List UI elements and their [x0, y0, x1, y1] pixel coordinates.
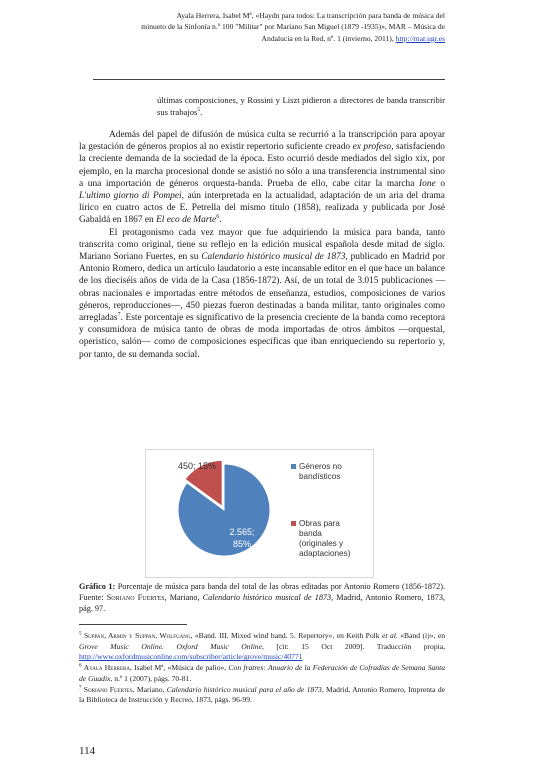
p1-italic-ione: Ione	[419, 178, 436, 189]
slice-label-no-banda-line1: 2.565;	[229, 527, 255, 537]
footnote-5-url-link[interactable]: http://www.oxfordmusiconline.com/subscriber/article/grove/music/40771	[79, 652, 303, 662]
caption-author: Soriano Fuertes	[106, 593, 165, 602]
footnote-5	[79, 631, 445, 663]
paragraph-2	[79, 227, 445, 361]
p2-text-b: , publicado en Madrid por Antonio Romero, dedica un artículo laudatorio a este incansable editor en el que hace un balance de los dieciséis años de vida de la Casa (1856-1872). Así, de un total de 3.015 publicaciones —obras nacionales e importadas entre métodos de enseñanza, estudios, composiciones de varios géneros, reproducciones—, 450 piezas fueron destinadas a banda militar, tanto originales como arregladas	[79, 252, 445, 324]
header-line-1: Ayala Herrera, Isabel Mª, «Haydn para todos: La transcripción para banda de música del	[176, 11, 445, 20]
footnote-ref-5[interactable]: 5	[197, 107, 201, 114]
caption-label: Gráfico 1:	[79, 582, 116, 591]
footnote-5-text-2: «Band (i)», en	[397, 631, 446, 640]
legend-no-banda-line1: Géneros no	[299, 462, 342, 471]
footnote-5-number: 5	[79, 631, 82, 637]
caption-title: Calendario histórico musical de 1873	[202, 593, 332, 602]
p2-text-a: El protagonismo cada vez mayor que fue adquiriendo la música para banda, tanto transcrita como original, tiene su reflejo en la edición musical española desde mitad de siglo. Mariano Soriano Fuertes, en su	[79, 227, 445, 263]
legend-banda-line3: (originales y	[299, 539, 344, 548]
footnote-rule	[79, 624, 187, 625]
footnote-6-number: 6	[79, 663, 82, 669]
p1-text-c: o	[435, 178, 446, 189]
header-rule	[93, 79, 445, 80]
footnote-5-source: Grove Music Online. Oxford Music Online,	[79, 641, 264, 651]
slice-label-banda: 450; 15%	[178, 461, 217, 471]
footnote-6	[79, 663, 445, 684]
slice-label-no-banda-line2: 85%	[232, 539, 252, 549]
p2-text-c: . Este porcentaje es significativo de la presencia creciente de la banda como receptora y consumidora de música tanto de obras de moda importadas de otros ámbitos —orquestal, operístico, salón— como de composiciones específicas que iban enriqueciendo su repertorio y, por tanto, de su demanda social.	[79, 313, 445, 360]
header-url-link[interactable]: http://mar.ugr.es	[395, 33, 445, 43]
footnote-5-text-1: , «Band. III. Mixed wind band. 5. Repertory», en Keith Polk	[190, 631, 383, 640]
footnote-7	[79, 685, 445, 706]
quote-text: últimas composiciones, y Rossini y Liszt pidieron a directores de banda transcribir sus trabajos	[157, 95, 445, 117]
footnotes	[79, 631, 445, 706]
legend-banda-line1: Obras para	[299, 519, 340, 528]
p1-text-e: .	[219, 215, 222, 226]
footnote-7-text-2: , Madrid, Antonio Romero, Imprenta de la Biblioteca de Instrucción y Recreo, 1873, págs. 96-99.	[79, 684, 445, 705]
legend-banda-line4: adaptaciones)	[299, 549, 351, 558]
caption-text-2: , Mariano,	[164, 593, 203, 602]
footnote-7-author: Soriano Fuertes	[83, 684, 133, 694]
header-line-3	[70, 33, 445, 44]
p1-text-a: Además del papel de difusión de música culta se recurrió a la transcripción para apoyar la gestación de géneros propios al no existir repertorio suficiente creado	[79, 130, 445, 153]
footnote-6-author: Ayala Herrera	[83, 663, 130, 673]
footnote-ref-6[interactable]: 6	[216, 214, 220, 221]
p2-italic-calendario: Calendario histórico musical de 1873	[201, 252, 346, 263]
footnote-ref-7[interactable]: 7	[117, 311, 121, 318]
footnote-7-source: Calendario histórico musical para el año de 1873	[166, 684, 322, 694]
footnote-7-number: 7	[79, 684, 82, 690]
p1-italic-pompei: L'ultimo giorno di Pompei	[79, 191, 182, 202]
running-header	[70, 10, 445, 44]
p1-text-b: , satisfaciendo la creciente demanda de la sociedad de la época. Esto ocurrió desde mediados del siglo xix, por ejemplo, en la marcha procesional donde se asistió no sólo a una transferencia instrumental sino a una importación de géneros orquesta-banda. Prueba de ello, cabe citar la marcha	[79, 142, 445, 189]
p1-text-d: , aún interpretada en la actualidad, adaptación de un aria del drama lírico en cuatro actos de E. Petrella del mismo título (1858), realizada y publicada por José Gabaldá en 1867 en	[79, 191, 445, 226]
legend-no-banda-line2: bandísticos	[299, 472, 341, 481]
caption-text-1: Porcentaje de música para banda del total de las obras editadas por Antonio Romero (1856-1872). Fuente:	[79, 582, 445, 602]
body-text	[79, 129, 445, 361]
legend-swatch-no-banda	[291, 464, 296, 469]
footnote-6-source: Con fratres: Anuario de la Federación de Cofradías de Semana Santa de Guadix	[79, 663, 445, 683]
legend-banda-line2: banda	[299, 529, 322, 538]
pie-chart	[146, 450, 373, 577]
pie-chart-frame	[145, 449, 374, 578]
legend-swatch-banda	[291, 521, 296, 526]
paragraph-1	[79, 129, 445, 227]
p1-italic-eco-de-marte: El eco de Marte	[156, 215, 217, 226]
footnote-5-etal: et al.	[382, 631, 398, 640]
page-number: 114	[79, 745, 96, 757]
p1-italic-ex-profeso: ex profeso	[352, 142, 392, 153]
header-line-2: minueto de la Sinfonía n.º 100 "Militar" por Mariano San Miguel (1879 -1935)», MAR – Música de	[141, 22, 445, 32]
footnote-5-text-3: [cit: 15 Oct 2009]. Traducción propia,	[263, 641, 446, 651]
caption-text-3: , Madrid, Antonio Romero, 1873, pág. 97.	[79, 593, 446, 613]
footnote-6-text-2: , n.º 1 (2007), págs. 70-81.	[110, 673, 192, 683]
header-line-3-text: Andalucía en la Red, nº. 1 (invierno, 2011),	[261, 33, 396, 43]
footnote-5-authors: Suppan, Armin y Suppan, Wolfgang	[83, 631, 191, 640]
footnote-7-text-1: , Mariano,	[132, 684, 167, 694]
block-quote: últimas composiciones, y Rossini y Liszt pidieron a directores de banda transcribir sus trabajos$^5$.	[157, 95, 445, 117]
footnote-6-text-1: , Isabel Mª, «Música de palio»,	[130, 663, 229, 673]
figure-caption	[79, 581, 445, 614]
